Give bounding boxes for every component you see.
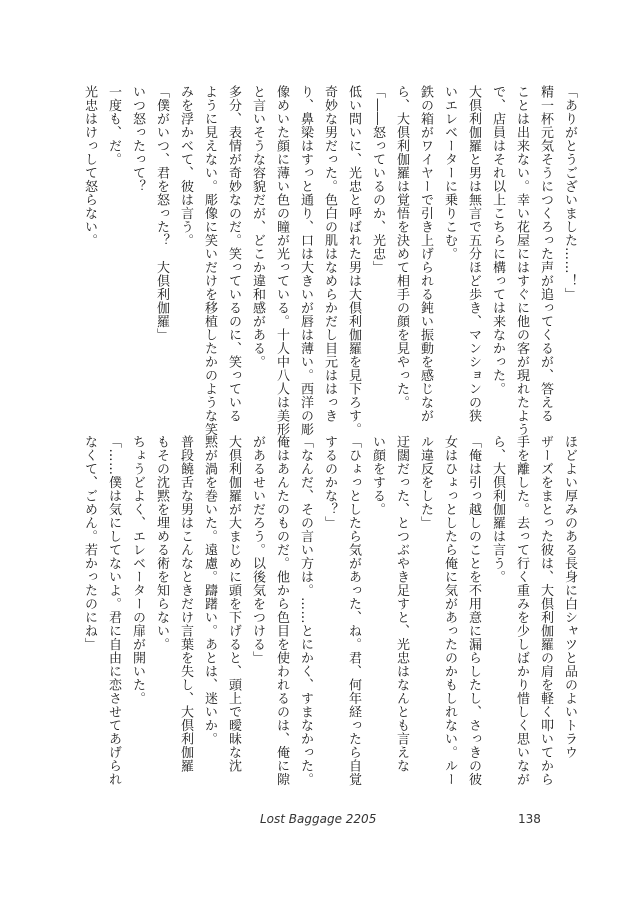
text-line: するのかな？」 — [322, 435, 337, 530]
text-line: みを浮かべて、彼は言う。 — [178, 85, 193, 247]
text-line: 像めいた顔に薄い色の瞳が光っている。十人中八人は美形 — [274, 85, 289, 436]
text-line: 「僕がいつ、君を怒った？ 大倶利伽羅」 — [154, 85, 169, 342]
text-line: ル違反をした」 — [418, 435, 433, 530]
text-line: 鉄の箱がワイヤーで引き上げられる鈍い振動を感じなが — [418, 85, 433, 423]
footer-title: Lost Baggage 2205 — [260, 812, 377, 826]
text-line: ほどよい厚みのある長身に白シャツと品のよいトラウ — [562, 435, 577, 759]
text-line: と言いそうな容貌だが、どこか違和感がある。 — [250, 85, 265, 369]
text-line: があるせいだろう。以後気をつける」 — [250, 435, 265, 665]
text-line: ら、大倶利伽羅は言う。 — [490, 435, 505, 584]
text-line: ちょうどよく、エレベーターの扉が開いた。 — [130, 435, 145, 705]
text-block-upper — [82, 85, 581, 436]
text-line: なくて、ごめん。若かったのにね」 — [82, 435, 97, 651]
text-line: 「ありがとうございました……！」 — [562, 85, 577, 301]
text-line: 「俺は引っ越しのことを不用意に漏らしたし、さっきの彼 — [466, 435, 481, 786]
text-line: もその沈黙を埋める術を知らない。 — [154, 435, 169, 651]
text-line: 女はひょっとしたら俺に気があったのかもしれない。ルー — [442, 435, 457, 786]
text-line: 黙が渦を巻いた。遠慮。躊躇い。あとは、迷いか。 — [202, 435, 217, 746]
text-line: ら、大倶利伽羅は覚悟を決めて相手の顔を見やった。 — [394, 85, 409, 409]
text-line: 手を離した。去って行く重みを少しばかり惜しく思いなが — [514, 435, 529, 786]
text-line: 「ひょっとしたら気があった、ね。君、何年経ったら自覚 — [346, 435, 361, 786]
text-line: いエレベーターに乗りこむ。 — [442, 85, 457, 261]
text-line: ように見えない。彫像に笑いだけを移植したかのような笑 — [202, 85, 217, 436]
page-number: 138 — [518, 812, 541, 826]
text-line: 「――怒っているのか、光忠」 — [370, 85, 385, 274]
text-line: 一度も、だ。 — [106, 85, 121, 166]
text-line: い顔をする。 — [370, 435, 385, 516]
text-line: 低い問いに、光忠と呼ばれた男は大倶利伽羅を見下ろす。 — [346, 85, 361, 436]
text-line: いつ怒ったって？ — [130, 85, 145, 193]
text-line: で、店員はそれ以上こちらに構っては来なかった。 — [490, 85, 505, 396]
text-line: 迂闊だった、とつぶやき足すと、光忠はなんとも言えな — [394, 435, 409, 773]
text-line: 多分、表情が奇妙なのだ。笑っているのに、笑っている — [226, 85, 241, 423]
text-line: り、鼻梁はすっと通り、口は大きいが唇は薄い。西洋の彫 — [298, 85, 313, 436]
text-line: 精一杯元気そうにつくろった声が追ってくるが、答える — [538, 85, 553, 423]
text-line: 大倶利伽羅と男は無言で五分ほど歩き、マンションの狭 — [466, 85, 481, 423]
text-line: 「……僕は気にしてないよ。君に自由に恋させてあげられ — [106, 435, 121, 786]
text-line: ことは出来ない。幸い花屋にはすぐに他の客が現れたよう — [514, 85, 529, 436]
text-block-lower — [82, 435, 581, 795]
text-line: ザーズをまとった彼は、大倶利伽羅の肩を軽く叩いてから — [538, 435, 553, 786]
text-line: 普段饒舌な男はこんなときだけ言葉を失し、大倶利伽羅 — [178, 435, 193, 773]
text-line: 光忠はけっして怒らない。 — [82, 85, 97, 247]
text-line: 俺はあんたのものだ。他から色目を使われるのは、俺に隙 — [274, 435, 289, 786]
text-line: 「なんだ、その言い方は。……とにかく、すまなかった。 — [298, 435, 313, 786]
text-line: 大倶利伽羅が大まじめに頭を下げると、頭上で曖昧な沈 — [226, 435, 241, 773]
text-line: 奇妙な男だった。色白の肌はなめらかだし目元ははっき — [322, 85, 337, 423]
